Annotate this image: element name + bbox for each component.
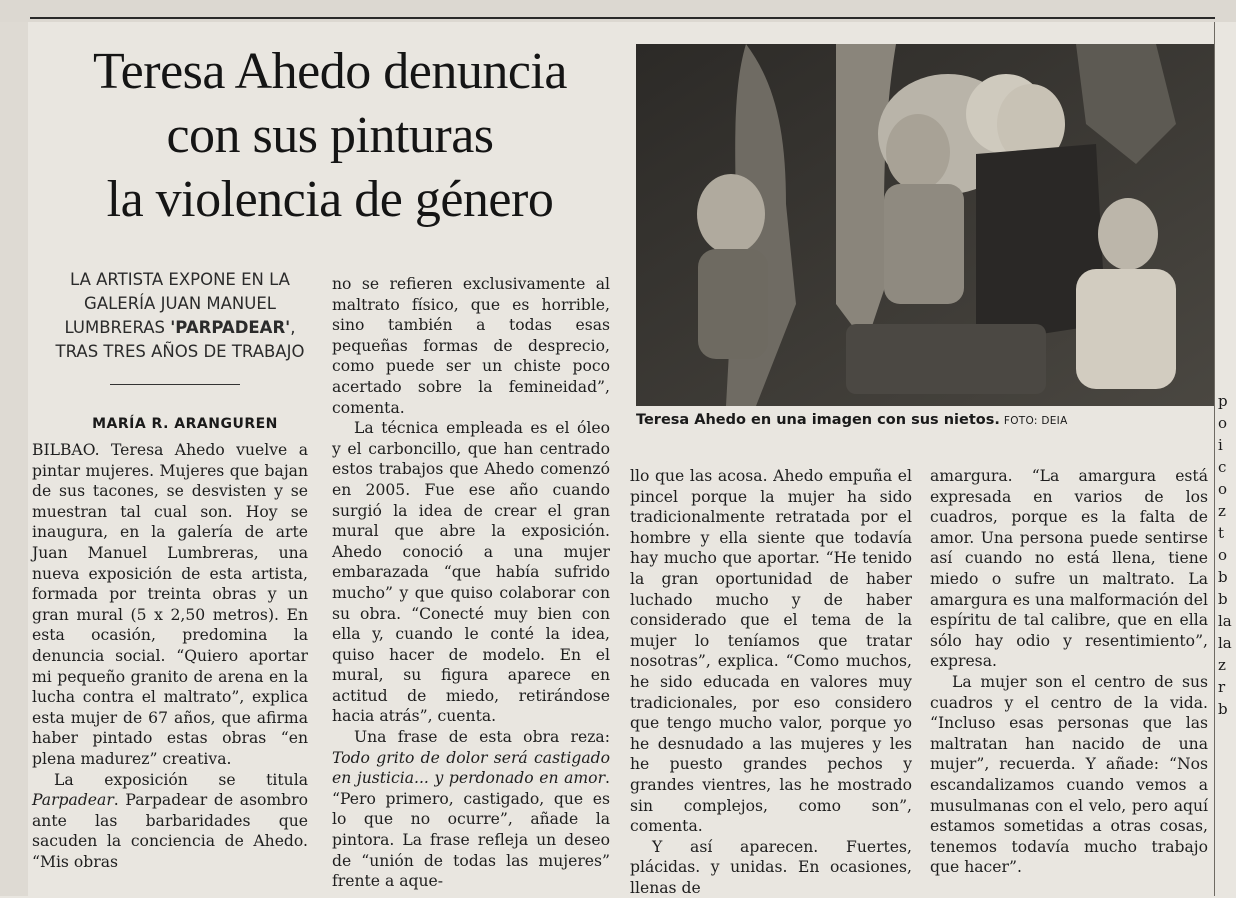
column-2 — [332, 274, 610, 892]
subhead-text: LA ARTISTA EXPONE EN LA GALERÍA JUAN MANUEL LUMBRERAS — [64, 270, 290, 337]
column-3 — [630, 466, 912, 898]
photo-caption — [636, 412, 1216, 428]
fragment-letter: p — [1218, 392, 1228, 410]
headline — [40, 40, 620, 232]
text-run: . “Pero primero, castigado, que es lo que no ocurre”, añade la pintora. La frase refleja un deseo de “unión de todas las mujeres” frente a aque- — [332, 769, 610, 891]
fragment-letter: b — [1218, 590, 1228, 608]
column-1-paragraph-1: BILBAO. Teresa Ahedo vuelve a pintar mujeres. Mujeres que bajan de sus tacones, se desvisten y se muestran tal cual son. Hoy se inaugura, en la galería de arte Juan Manuel Lumbreras, una nueva exposición de esta artista, formada por treinta obras y un gran mural (5 x 2,50 metros). En esta ocasión, predomina la denuncia social. “Quiero aportar mi pequeño granito de arena en la lucha contra el maltrato”, explica esta mujer de 67 años, que afirma haber pintado estas obras “en plena madurez” creativa. — [32, 441, 308, 768]
exhibition-title: Parpadear — [32, 791, 114, 810]
byline: MARÍA R. ARANGUREN — [92, 416, 278, 432]
left-page-bleed — [0, 22, 28, 896]
fragment-letter: o — [1218, 480, 1228, 498]
fragment-letter: o — [1218, 546, 1228, 564]
column-3-paragraph-1: llo que las acosa. Ahedo empuña el pincel porque la mujer ha sido tradicionalmente retratada por el hombre y ella siente que todavía hay mucho que aportar. “He tenido la gran oportunidad de haber luchado mucho y de haber considerado que el tema de la mujer lo teníamos que tratar nosotras”, explica. “Como muchos, he sido educada en valores muy tradicionales, por eso considero que tengo mucho valor, porque yo he desnudado a las mujeres y les he puesto grandes pechos y grandes vientres, las he mostrado sin complejos, como son”, comenta. — [630, 467, 912, 836]
fragment-letter: b — [1218, 700, 1228, 718]
column-divider — [1214, 22, 1215, 896]
fragment-letter: b — [1218, 568, 1228, 586]
text-run: Una frase de esta obra reza: — [354, 728, 610, 747]
column-4 — [930, 466, 1208, 878]
column-4-paragraph-1: amargura. “La amargura está expresada en varios de los cuadros, porque es la falta de amor. Una persona puede sentirse así cuando no está llena, tiene miedo o sufre un maltrato. La amargura es una malformación del espíritu de tal calibre, que en ella sólo hay odio y resentimiento”, expresa. — [930, 467, 1208, 671]
subhead-exhibition-title: 'PARPADEAR' — [170, 318, 291, 337]
column-2-paragraph-2: La técnica empleada es el óleo y el carboncillo, que han centrado estos trabajos que Ahedo comenzó en 2005. Fue ese año cuando surgió la idea de crear el gran mural que abre la exposición. Ahedo conoció a una mujer embarazada “que había sufrido mucho” y que quiso colaborar con su obra. “Conecté muy bien con ella y, cuando le conté la idea, quiso hacer de modelo. En el mural, su figura aparece en actitud de miedo, retirándose hacia atrás”, cuenta. — [332, 419, 610, 726]
fragment-letter: r — [1218, 678, 1226, 696]
subheadline — [50, 268, 310, 364]
artwork-quote: Todo grito de dolor será castigado en justicia... y perdonado en amor — [332, 748, 610, 788]
caption-text: Teresa Ahedo en una imagen con sus nietos. — [636, 412, 1000, 428]
headline-line-2: con sus pinturas — [166, 107, 494, 164]
fragment-letter: o — [1218, 414, 1228, 432]
byline-rule — [110, 384, 240, 385]
subhead-text-end: , TRAS TRES AÑOS DE TRABAJO — [55, 318, 305, 361]
fragment-letter: i — [1218, 436, 1223, 454]
headline-line-3: la violencia de género — [106, 171, 554, 228]
column-2-paragraph-1: no se refieren exclusivamente al maltrato físico, que es horrible, sino también a todas esas pequeñas formas de desprecio, como puede ser un chiste poco acertado sobre la femineidad”, comenta. — [332, 275, 610, 417]
fragment-letter: la — [1218, 612, 1232, 630]
fragment-letter: z — [1218, 656, 1226, 674]
text-run: . Parpadear de asombro ante las barbaridades que sacuden la conciencia de Ahedo. “Mis obras — [32, 791, 308, 871]
photo-credit: FOTO: DEIA — [1003, 415, 1068, 427]
column-4-paragraph-2: La mujer son el centro de sus cuadros y el centro de la vida. “Incluso esas personas que las maltratan han nacido de una mujer”, recuerda. Y añade: “Nos escandalizamos cuando vemos a musulmanas con el velo, pero aquí estamos sometidas a otras cosas, tenemos todavía mucho trabajo que hacer”. — [930, 672, 1208, 877]
column-1-paragraph-2 — [32, 770, 308, 873]
fragment-letter: t — [1218, 524, 1225, 542]
fragment-letter: z — [1218, 502, 1226, 520]
news-photo — [636, 44, 1214, 406]
headline-line-1: Teresa Ahedo denuncia — [93, 43, 567, 100]
adjacent-column-fragment — [1218, 390, 1236, 720]
column-2-paragraph-3 — [332, 727, 610, 892]
fragment-letter: c — [1218, 458, 1227, 476]
column-1 — [32, 440, 308, 872]
fragment-letter: la — [1218, 634, 1232, 652]
column-3-paragraph-2: Y así aparecen. Fuertes, plácidas. y unidas. En ocasiones, llenas de — [630, 837, 912, 897]
top-rule — [30, 17, 1215, 19]
text-run: La exposición se titula — [54, 770, 308, 789]
